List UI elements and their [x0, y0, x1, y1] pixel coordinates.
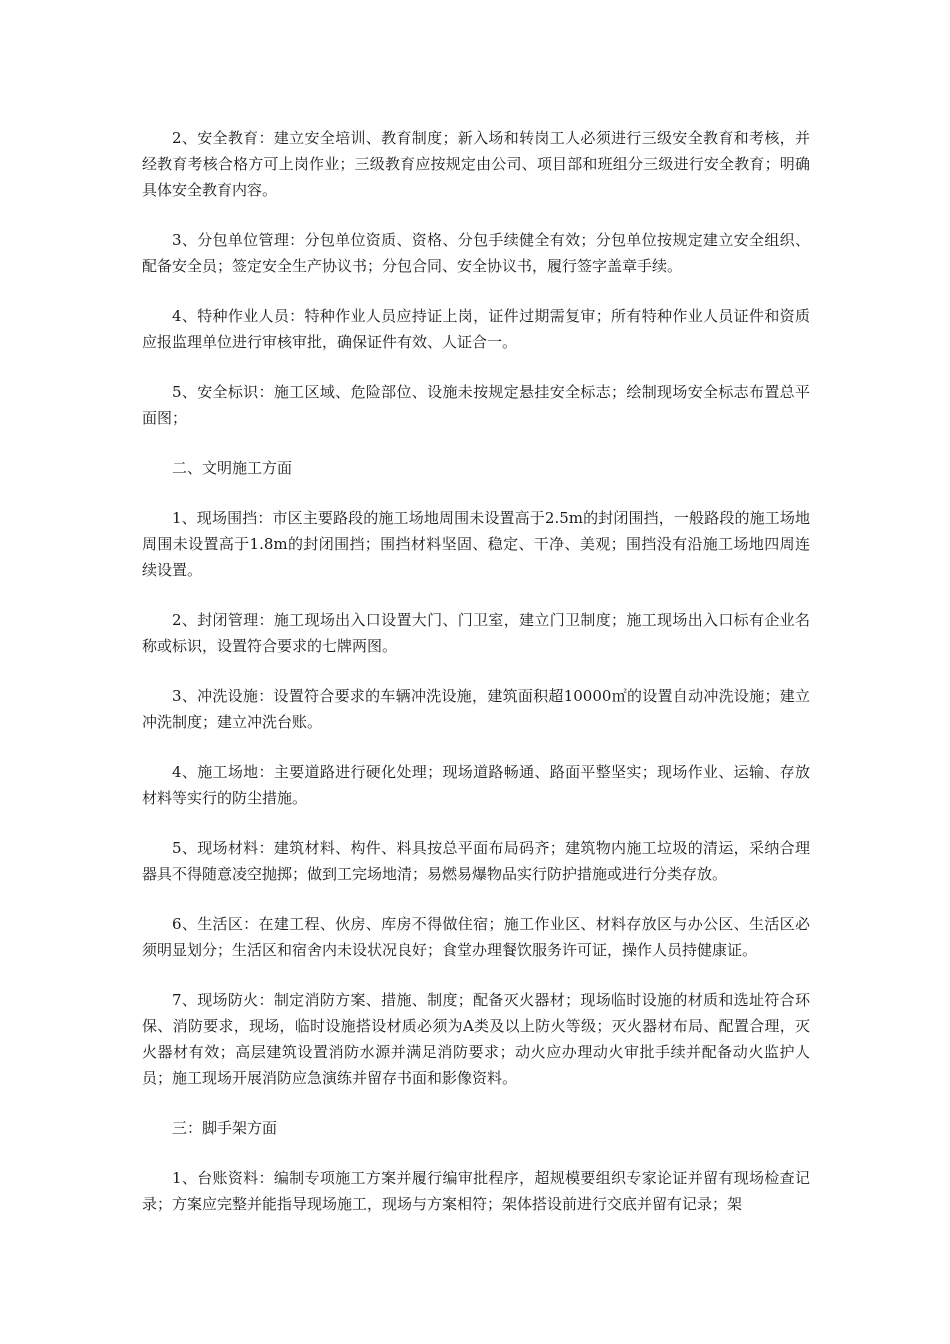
paragraph-ledger-records: 1、台账资料：编制专项施工方案并履行编审批程序，超规模要组织专家论证并留有现场检查记录；方案应完整并能指导现场施工，现场与方案相符；架体搭设前进行交底并留有记录；架: [142, 1169, 810, 1213]
paragraph-safety-signs: 5、安全标识：施工区域、危险部位、设施未按规定悬挂安全标志；绘制现场安全标志布置总平面图；: [142, 383, 810, 427]
paragraph-subcontractor-management: 3、分包单位管理：分包单位资质、资格、分包手续健全有效；分包单位按规定建立安全组织、配备安全员；签定安全生产协议书；分包合同、安全协议书，履行签字盖章手续。: [142, 231, 810, 275]
section-heading-scaffolding: 三：脚手架方面: [172, 1119, 278, 1137]
paragraph-special-operators: 4、特种作业人员：特种作业人员应持证上岗，证件过期需复审；所有特种作业人员证件和资质应报监理单位进行审核审批，确保证件有效、人证合一。: [142, 307, 810, 351]
paragraph-fire-prevention: 7、现场防火：制定消防方案、措施、制度；配备灭火器材；现场临时设施的材质和选址符合环保、消防要求，现场，临时设施搭设材质必须为A类及以上防火等级；灭火器材布局、配置合理，灭火器材有效；高层建筑设置消防水源并满足消防要求；动火应办理动火审批手续并配备动火监护人员；施工现场开展消防应急演练并留存书面和影像资料。: [142, 991, 810, 1087]
section-heading-civilized-construction: 二、文明施工方面: [172, 459, 293, 477]
paragraph-washing-facilities: 3、冲洗设施：设置符合要求的车辆冲洗设施，建筑面积超10000㎡的设置自动冲洗设施；建立冲洗制度；建立冲洗台账。: [142, 687, 810, 731]
paragraph-construction-site: 4、施工场地：主要道路进行硬化处理；现场道路畅通、路面平整坚实；现场作业、运输、存放材料等实行的防尘措施。: [142, 763, 810, 807]
paragraph-living-area: 6、生活区：在建工程、伙房、库房不得做住宿；施工作业区、材料存放区与办公区、生活区必须明显划分；生活区和宿舍内未设状况良好；食堂办理餐饮服务许可证，操作人员持健康证。: [142, 915, 810, 959]
paragraph-safety-education: 2、安全教育：建立安全培训、教育制度；新入场和转岗工人必须进行三级安全教育和考核，并经教育考核合格方可上岗作业；三级教育应按规定由公司、项目部和班组分三级进行安全教育；明确具体安全教育内容。: [142, 129, 810, 199]
paragraph-site-enclosure: 1、现场围挡：市区主要路段的施工场地周围未设置高于2.5m的封闭围挡，一般路段的施工场地周围未设置高于1.8m的封闭围挡；围挡材料坚固、稳定、干净、美观；围挡没有沿施工场地四周连续设置。: [142, 509, 810, 579]
paragraph-closed-management: 2、封闭管理：施工现场出入口设置大门、门卫室，建立门卫制度；施工现场出入口标有企业名称或标识，设置符合要求的七牌两图。: [142, 611, 810, 655]
paragraph-site-materials: 5、现场材料：建筑材料、构件、料具按总平面布局码齐；建筑物内施工垃圾的清运，采纳合理器具不得随意凌空抛掷；做到工完场地清；易燃易爆物品实行防护措施或进行分类存放。: [142, 839, 810, 883]
